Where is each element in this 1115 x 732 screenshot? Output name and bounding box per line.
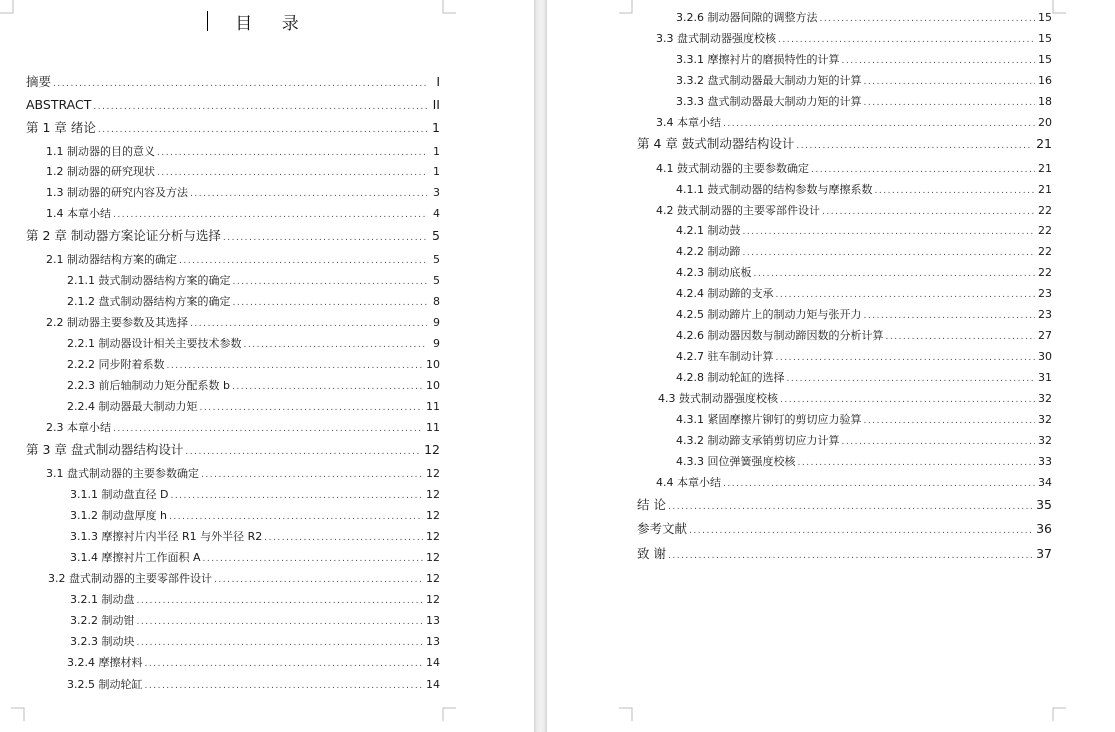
crop-mark-top-left <box>619 0 633 14</box>
toc-dot-leader <box>689 522 1033 540</box>
crop-mark-bottom-left <box>619 707 633 721</box>
toc-entry[interactable] <box>676 369 1052 387</box>
toc-entry-text: 4.3.3 回位弹簧强度校核 <box>676 455 796 468</box>
toc-dot-leader <box>820 10 1036 28</box>
toc-dot-leader <box>780 391 1035 409</box>
toc-dot-leader <box>778 31 1035 49</box>
toc-entry-text: 4.4 本章小结 <box>656 476 721 489</box>
toc-dot-leader <box>137 613 424 631</box>
toc-page-number: 13 <box>426 635 440 648</box>
toc-dot-leader <box>723 475 1035 493</box>
toc-entry[interactable] <box>46 184 440 202</box>
toc-dot-leader <box>137 592 424 610</box>
toc-entry[interactable] <box>67 377 440 395</box>
toc-entry[interactable] <box>637 520 1052 538</box>
toc-entry[interactable] <box>676 432 1052 450</box>
toc-dot-leader <box>776 349 1036 367</box>
document-page-left <box>0 0 534 732</box>
toc-dot-leader <box>822 203 1035 221</box>
toc-entry-text: 结 论 <box>637 497 666 512</box>
toc-dot-leader <box>93 98 427 116</box>
toc-entry[interactable] <box>676 327 1052 345</box>
toc-entry-text: 第 3 章 盘式制动器结构设计 <box>26 442 184 457</box>
toc-entry-text: 4.2.3 制动底板 <box>676 266 752 279</box>
toc-page-number: 16 <box>1038 74 1052 87</box>
toc-entry[interactable] <box>46 251 440 269</box>
toc-dot-leader <box>842 433 1036 451</box>
toc-page-number: 33 <box>1038 455 1052 468</box>
toc-entry[interactable] <box>67 398 440 416</box>
toc-entry-text: 3.1 盘式制动器的主要参数确定 <box>46 467 199 480</box>
toc-dot-leader <box>798 454 1036 472</box>
toc-entry[interactable] <box>67 293 440 311</box>
toc-page-number: 12 <box>424 442 440 457</box>
toc-entry[interactable] <box>676 243 1052 261</box>
toc-dot-leader <box>170 487 423 505</box>
toc-dot-leader <box>233 273 428 291</box>
toc-page-number: I <box>436 74 440 89</box>
toc-dot-leader <box>190 315 427 333</box>
toc-entry-text: 参考文献 <box>637 521 688 536</box>
toc-dot-leader <box>200 399 424 417</box>
toc-dot-leader <box>53 75 427 93</box>
toc-dot-leader <box>232 378 423 396</box>
toc-page-number: 3 <box>433 186 440 199</box>
toc-entry-text: 3.3.1 摩擦衬片的磨损特性的计算 <box>676 53 840 66</box>
toc-dot-leader <box>179 252 427 270</box>
toc-dot-leader <box>185 443 421 461</box>
toc-page-number: 15 <box>1038 32 1052 45</box>
toc-page-number: 13 <box>426 614 440 627</box>
toc-entry[interactable] <box>656 30 1052 48</box>
toc-entry[interactable] <box>70 633 440 651</box>
toc-entry-text: 4.3.1 紧固摩擦片铆钉的剪切应力验算 <box>676 413 862 426</box>
toc-entry-text: ABSTRACT <box>26 97 92 112</box>
toc-entry-text: 3.1.4 摩擦衬片工作面积 A <box>70 551 201 564</box>
toc-entry-text: 2.2.4 制动器最大制动力矩 <box>67 400 198 413</box>
toc-entry-text: 4.2.2 制动蹄 <box>676 245 741 258</box>
toc-entry[interactable] <box>46 314 440 332</box>
toc-entry-text: 2.1 制动器结构方案的确定 <box>46 253 177 266</box>
toc-page-number: 9 <box>433 337 440 350</box>
toc-dot-leader <box>137 634 424 652</box>
toc-entry-text: 1.1 制动器的目的意义 <box>46 145 155 158</box>
toc-dot-leader <box>743 223 1036 241</box>
toc-dot-leader <box>863 73 1035 91</box>
toc-entry-text: 3.4 本章小结 <box>656 116 721 129</box>
crop-mark-bottom-right <box>442 707 456 721</box>
toc-entry[interactable] <box>676 222 1052 240</box>
toc-page-number: 30 <box>1038 350 1052 363</box>
toc-dot-leader <box>668 498 1033 516</box>
toc-entry[interactable] <box>676 264 1052 282</box>
toc-page-number: 4 <box>433 207 440 220</box>
toc-entry[interactable] <box>48 570 440 588</box>
toc-dot-leader <box>190 185 427 203</box>
toc-dot-leader <box>668 547 1033 565</box>
toc-dot-leader <box>98 121 427 139</box>
toc-entry-text: 4.3.2 制动蹄支承销剪切应力计算 <box>676 434 840 447</box>
toc-dot-leader <box>113 420 423 438</box>
crop-mark-top-right <box>1052 0 1066 14</box>
toc-page-number: 22 <box>1038 224 1052 237</box>
toc-page-number: 12 <box>426 509 440 522</box>
toc-dot-leader <box>201 466 423 484</box>
toc-dot-leader <box>145 677 424 695</box>
toc-dot-leader <box>811 161 1035 179</box>
toc-page-number: 12 <box>426 467 440 480</box>
toc-entry[interactable] <box>70 591 440 609</box>
toc-entry[interactable] <box>70 486 440 504</box>
toc-entry-text: 3.2.4 摩擦材料 <box>67 656 143 669</box>
toc-page-number: 22 <box>1038 204 1052 217</box>
toc-page-number: 1 <box>433 145 440 158</box>
toc-entry-text: 4.2 鼓式制动器的主要零部件设计 <box>656 204 820 217</box>
toc-entry-text: 2.2.3 前后轴制动力矩分配系数 b <box>67 379 230 392</box>
toc-entry-text: 2.2.1 制动器设计相关主要技术参数 <box>67 337 242 350</box>
toc-page-number: 27 <box>1038 329 1052 342</box>
toc-dot-leader <box>863 94 1035 112</box>
toc-page-number: 10 <box>426 358 440 371</box>
toc-entry[interactable] <box>656 474 1052 492</box>
toc-entry[interactable] <box>676 306 1052 324</box>
toc-entry[interactable] <box>676 72 1052 90</box>
toc-entry[interactable] <box>676 181 1052 199</box>
toc-entry-text: 4.2.6 制动器因数与制动蹄因数的分析计算 <box>676 329 884 342</box>
toc-page-number: 1 <box>432 120 440 135</box>
toc-page-number: 14 <box>426 656 440 669</box>
toc-dot-leader <box>157 144 427 162</box>
toc-page-number: 18 <box>1038 95 1052 108</box>
toc-entry[interactable] <box>26 73 440 91</box>
toc-entry-text: 3.2.6 制动器间隙的调整方法 <box>676 11 818 24</box>
toc-entry-text: 4.2.1 制动鼓 <box>676 224 741 237</box>
toc-page-number: 12 <box>426 572 440 585</box>
toc-page-number: 23 <box>1038 308 1052 321</box>
toc-page-number: 37 <box>1036 546 1052 561</box>
toc-entry[interactable] <box>67 335 440 353</box>
toc-entry[interactable] <box>67 272 440 290</box>
toc-entry[interactable] <box>70 549 440 567</box>
toc-entry[interactable] <box>676 93 1052 111</box>
toc-page-number: 22 <box>1038 245 1052 258</box>
toc-page-number: 11 <box>426 400 440 413</box>
toc-dot-leader <box>723 115 1035 133</box>
toc-entry[interactable] <box>70 528 440 546</box>
toc-entry[interactable] <box>637 496 1052 514</box>
toc-entry-text: 2.2.2 同步附着系数 <box>67 358 165 371</box>
toc-entry[interactable] <box>26 119 440 137</box>
toc-entry[interactable] <box>676 9 1052 27</box>
document-page-right <box>547 0 1115 732</box>
toc-dot-leader <box>796 137 1033 155</box>
page-gutter <box>534 0 547 732</box>
toc-entry[interactable] <box>67 654 440 672</box>
toc-page-number: 32 <box>1038 413 1052 426</box>
toc-page-number: 5 <box>433 274 440 287</box>
toc-entry-text: 3.2.1 制动盘 <box>70 593 135 606</box>
toc-page-number: II <box>432 97 440 112</box>
toc-entry[interactable] <box>676 453 1052 471</box>
toc-page-number: 36 <box>1036 521 1052 536</box>
toc-entry-text: 3.1.3 摩擦衬片内半径 R1 与外半径 R2 <box>70 530 263 543</box>
toc-entry-text: 3.2.2 制动钳 <box>70 614 135 627</box>
toc-page-number: 8 <box>433 295 440 308</box>
toc-entry-text: 1.2 制动器的研究现状 <box>46 165 155 178</box>
toc-dot-leader <box>264 529 423 547</box>
toc-entry-text: 1.3 制动器的研究内容及方法 <box>46 186 188 199</box>
toc-entry-text: 4.3 鼓式制动器强度校核 <box>658 392 778 405</box>
toc-entry-text: 4.1 鼓式制动器的主要参数确定 <box>656 162 809 175</box>
toc-dot-leader <box>113 206 427 224</box>
toc-entry-text: 第 1 章 绪论 <box>26 120 96 135</box>
toc-page-number: 14 <box>426 678 440 691</box>
toc-entry-text: 4.2.8 制动轮缸的选择 <box>676 371 785 384</box>
toc-entry-text: 4.2.7 驻车制动计算 <box>676 350 774 363</box>
toc-entry-text: 3.3 盘式制动器强度校核 <box>656 32 776 45</box>
crop-mark-bottom-right <box>1052 707 1066 721</box>
toc-entry-text: 第 2 章 制动器方案论证分析与选择 <box>26 228 221 243</box>
toc-page-number: 31 <box>1038 371 1052 384</box>
toc-page-number: 32 <box>1038 392 1052 405</box>
toc-entry-text: 摘要 <box>26 74 52 89</box>
toc-dot-leader <box>863 307 1035 325</box>
toc-page-number: 15 <box>1038 11 1052 24</box>
toc-dot-leader <box>157 164 427 182</box>
toc-entry[interactable] <box>26 227 440 245</box>
toc-dot-leader <box>754 265 1036 283</box>
toc-entry[interactable] <box>46 419 440 437</box>
toc-entry[interactable] <box>46 205 440 223</box>
toc-entry-text: 3.2 盘式制动器的主要零部件设计 <box>48 572 212 585</box>
toc-entry[interactable] <box>67 356 440 374</box>
toc-page-number: 23 <box>1038 287 1052 300</box>
toc-dot-leader <box>223 229 427 247</box>
toc-entry-text: 2.3 本章小结 <box>46 421 111 434</box>
toc-page-number: 12 <box>426 488 440 501</box>
toc-dot-leader <box>863 412 1035 430</box>
toc-entry-text: 3.3.2 盘式制动器最大制动力矩的计算 <box>676 74 862 87</box>
toc-entry[interactable] <box>70 507 440 525</box>
toc-entry-text: 1.4 本章小结 <box>46 207 111 220</box>
toc-page-number: 9 <box>433 316 440 329</box>
toc-entry-text: 2.1.1 鼓式制动器结构方案的确定 <box>67 274 231 287</box>
toc-page-number: 21 <box>1038 183 1052 196</box>
toc-entry[interactable] <box>46 163 440 181</box>
toc-entry[interactable] <box>67 676 440 694</box>
toc-dot-leader <box>874 182 1035 200</box>
toc-dot-leader <box>743 244 1036 262</box>
toc-entry[interactable] <box>676 411 1052 429</box>
toc-entry-text: 4.2.5 制动蹄片上的制动力矩与张开力 <box>676 308 862 321</box>
toc-entry[interactable] <box>637 545 1052 563</box>
toc-page-number: 12 <box>426 551 440 564</box>
toc-entry[interactable] <box>676 348 1052 366</box>
toc-page-number: 22 <box>1038 266 1052 279</box>
toc-dot-leader <box>243 336 427 354</box>
toc-entry[interactable] <box>658 390 1052 408</box>
toc-entry-text: 4.1.1 鼓式制动器的结构参数与摩擦系数 <box>676 183 873 196</box>
toc-page-number: 32 <box>1038 434 1052 447</box>
toc-dot-leader <box>787 370 1036 388</box>
toc-page-number: 34 <box>1038 476 1052 489</box>
toc-entry[interactable] <box>70 612 440 630</box>
toc-dot-leader <box>233 294 428 312</box>
toc-dot-leader <box>842 52 1036 70</box>
toc-dot-leader <box>776 286 1036 304</box>
toc-entry-text: 4.2.4 制动蹄的支承 <box>676 287 774 300</box>
toc-entry[interactable] <box>656 160 1052 178</box>
toc-entry[interactable] <box>26 441 440 459</box>
toc-page-number: 11 <box>426 421 440 434</box>
toc-entry-text: 2.1.2 盘式制动器结构方案的确定 <box>67 295 231 308</box>
toc-page-number: 1 <box>433 165 440 178</box>
toc-entry-text: 3.2.3 制动块 <box>70 635 135 648</box>
toc-page-number: 15 <box>1038 53 1052 66</box>
toc-page-number: 21 <box>1038 162 1052 175</box>
toc-page-number: 10 <box>426 379 440 392</box>
toc-entry-text: 3.1.1 制动盘直径 D <box>70 488 169 501</box>
toc-dot-leader <box>214 571 423 589</box>
toc-page-number: 12 <box>426 593 440 606</box>
toc-dot-leader <box>145 655 424 673</box>
toc-page-number: 20 <box>1038 116 1052 129</box>
toc-entry-text: 3.2.5 制动轮缸 <box>67 678 143 691</box>
toc-entry-text: 3.3.3 盘式制动器最大制动力矩的计算 <box>676 95 862 108</box>
toc-title: 目 录 <box>235 14 311 34</box>
toc-page-number: 5 <box>433 253 440 266</box>
toc-entry-text: 第 4 章 鼓式制动器结构设计 <box>637 136 795 151</box>
toc-page-number: 12 <box>426 530 440 543</box>
toc-page-number: 21 <box>1036 136 1052 151</box>
toc-entry-text: 3.1.2 制动盘厚度 h <box>70 509 167 522</box>
toc-entry[interactable] <box>46 143 440 161</box>
toc-entry[interactable] <box>26 96 440 114</box>
toc-dot-leader <box>203 550 423 568</box>
toc-entry[interactable] <box>676 285 1052 303</box>
toc-entry[interactable] <box>656 202 1052 220</box>
toc-entry[interactable] <box>656 114 1052 132</box>
toc-dot-leader <box>167 357 424 375</box>
toc-entry[interactable] <box>46 465 440 483</box>
toc-dot-leader <box>169 508 423 526</box>
toc-entry[interactable] <box>637 135 1052 153</box>
toc-entry-text: 2.2 制动器主要参数及其选择 <box>46 316 188 329</box>
crop-mark-bottom-left <box>11 707 25 721</box>
toc-dot-leader <box>885 328 1035 346</box>
toc-page-number: 5 <box>432 228 440 243</box>
toc-entry-text: 致 谢 <box>637 546 666 561</box>
toc-entry[interactable] <box>676 51 1052 69</box>
toc-page-number: 35 <box>1036 497 1052 512</box>
